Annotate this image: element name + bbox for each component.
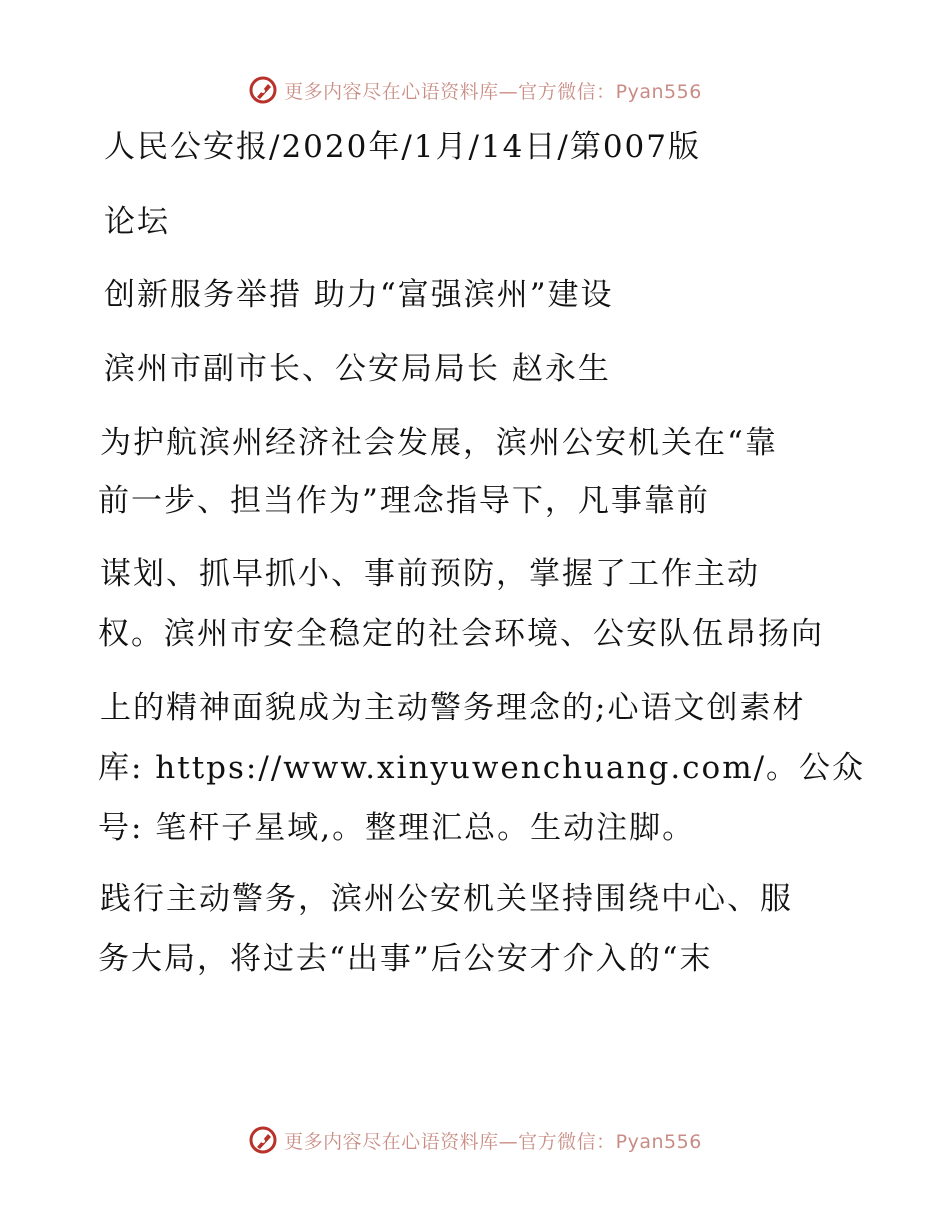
body-line: 号: 笔杆子星域,。整理汇总。生动注脚。 <box>98 810 696 846</box>
footer-watermark-text: 更多内容尽在心语资料库—官方微信：Pyan556 <box>284 1130 702 1153</box>
body-line: 践行主动警务，滨州公安机关坚持围绕中心、服 <box>100 881 793 917</box>
publication-info-line: 人民公安报/2020年/1月/14日/第007版 <box>104 129 702 165</box>
body-line: 为护航滨州经济社会发展，滨州公安机关在“靠 <box>100 425 778 461</box>
body-line: 谋划、抓早抓小、事前预防，掌握了工作主动 <box>100 556 760 592</box>
body-line: 务大局，将过去“出事”后公安才介入的“末 <box>98 941 713 977</box>
header-watermark-text: 更多内容尽在心语资料库—官方微信：Pyan556 <box>284 80 702 103</box>
body-line: 上的精神面貌成为主动警务理念的;心语文创素材 <box>100 690 806 726</box>
body-line: 权。滨州市安全稳定的社会环境、公安队伍昂扬向 <box>98 616 824 652</box>
article-headline: 创新服务举措 助力“富强滨州”建设 <box>104 277 614 313</box>
pen-nib-logo-icon <box>248 75 278 105</box>
footer-watermark-banner <box>0 1122 950 1158</box>
header-watermark-banner <box>0 72 950 108</box>
author-line: 滨州市副市长、公安局局长 赵永生 <box>104 351 611 387</box>
section-title: 论坛 <box>104 204 170 240</box>
body-line: 前一步、担当作为”理念指导下，凡事靠前 <box>98 483 710 519</box>
pen-nib-logo-icon <box>248 1125 278 1155</box>
body-line: 库: https://www.xinyuwenchuang.com/。公众 <box>98 750 866 786</box>
